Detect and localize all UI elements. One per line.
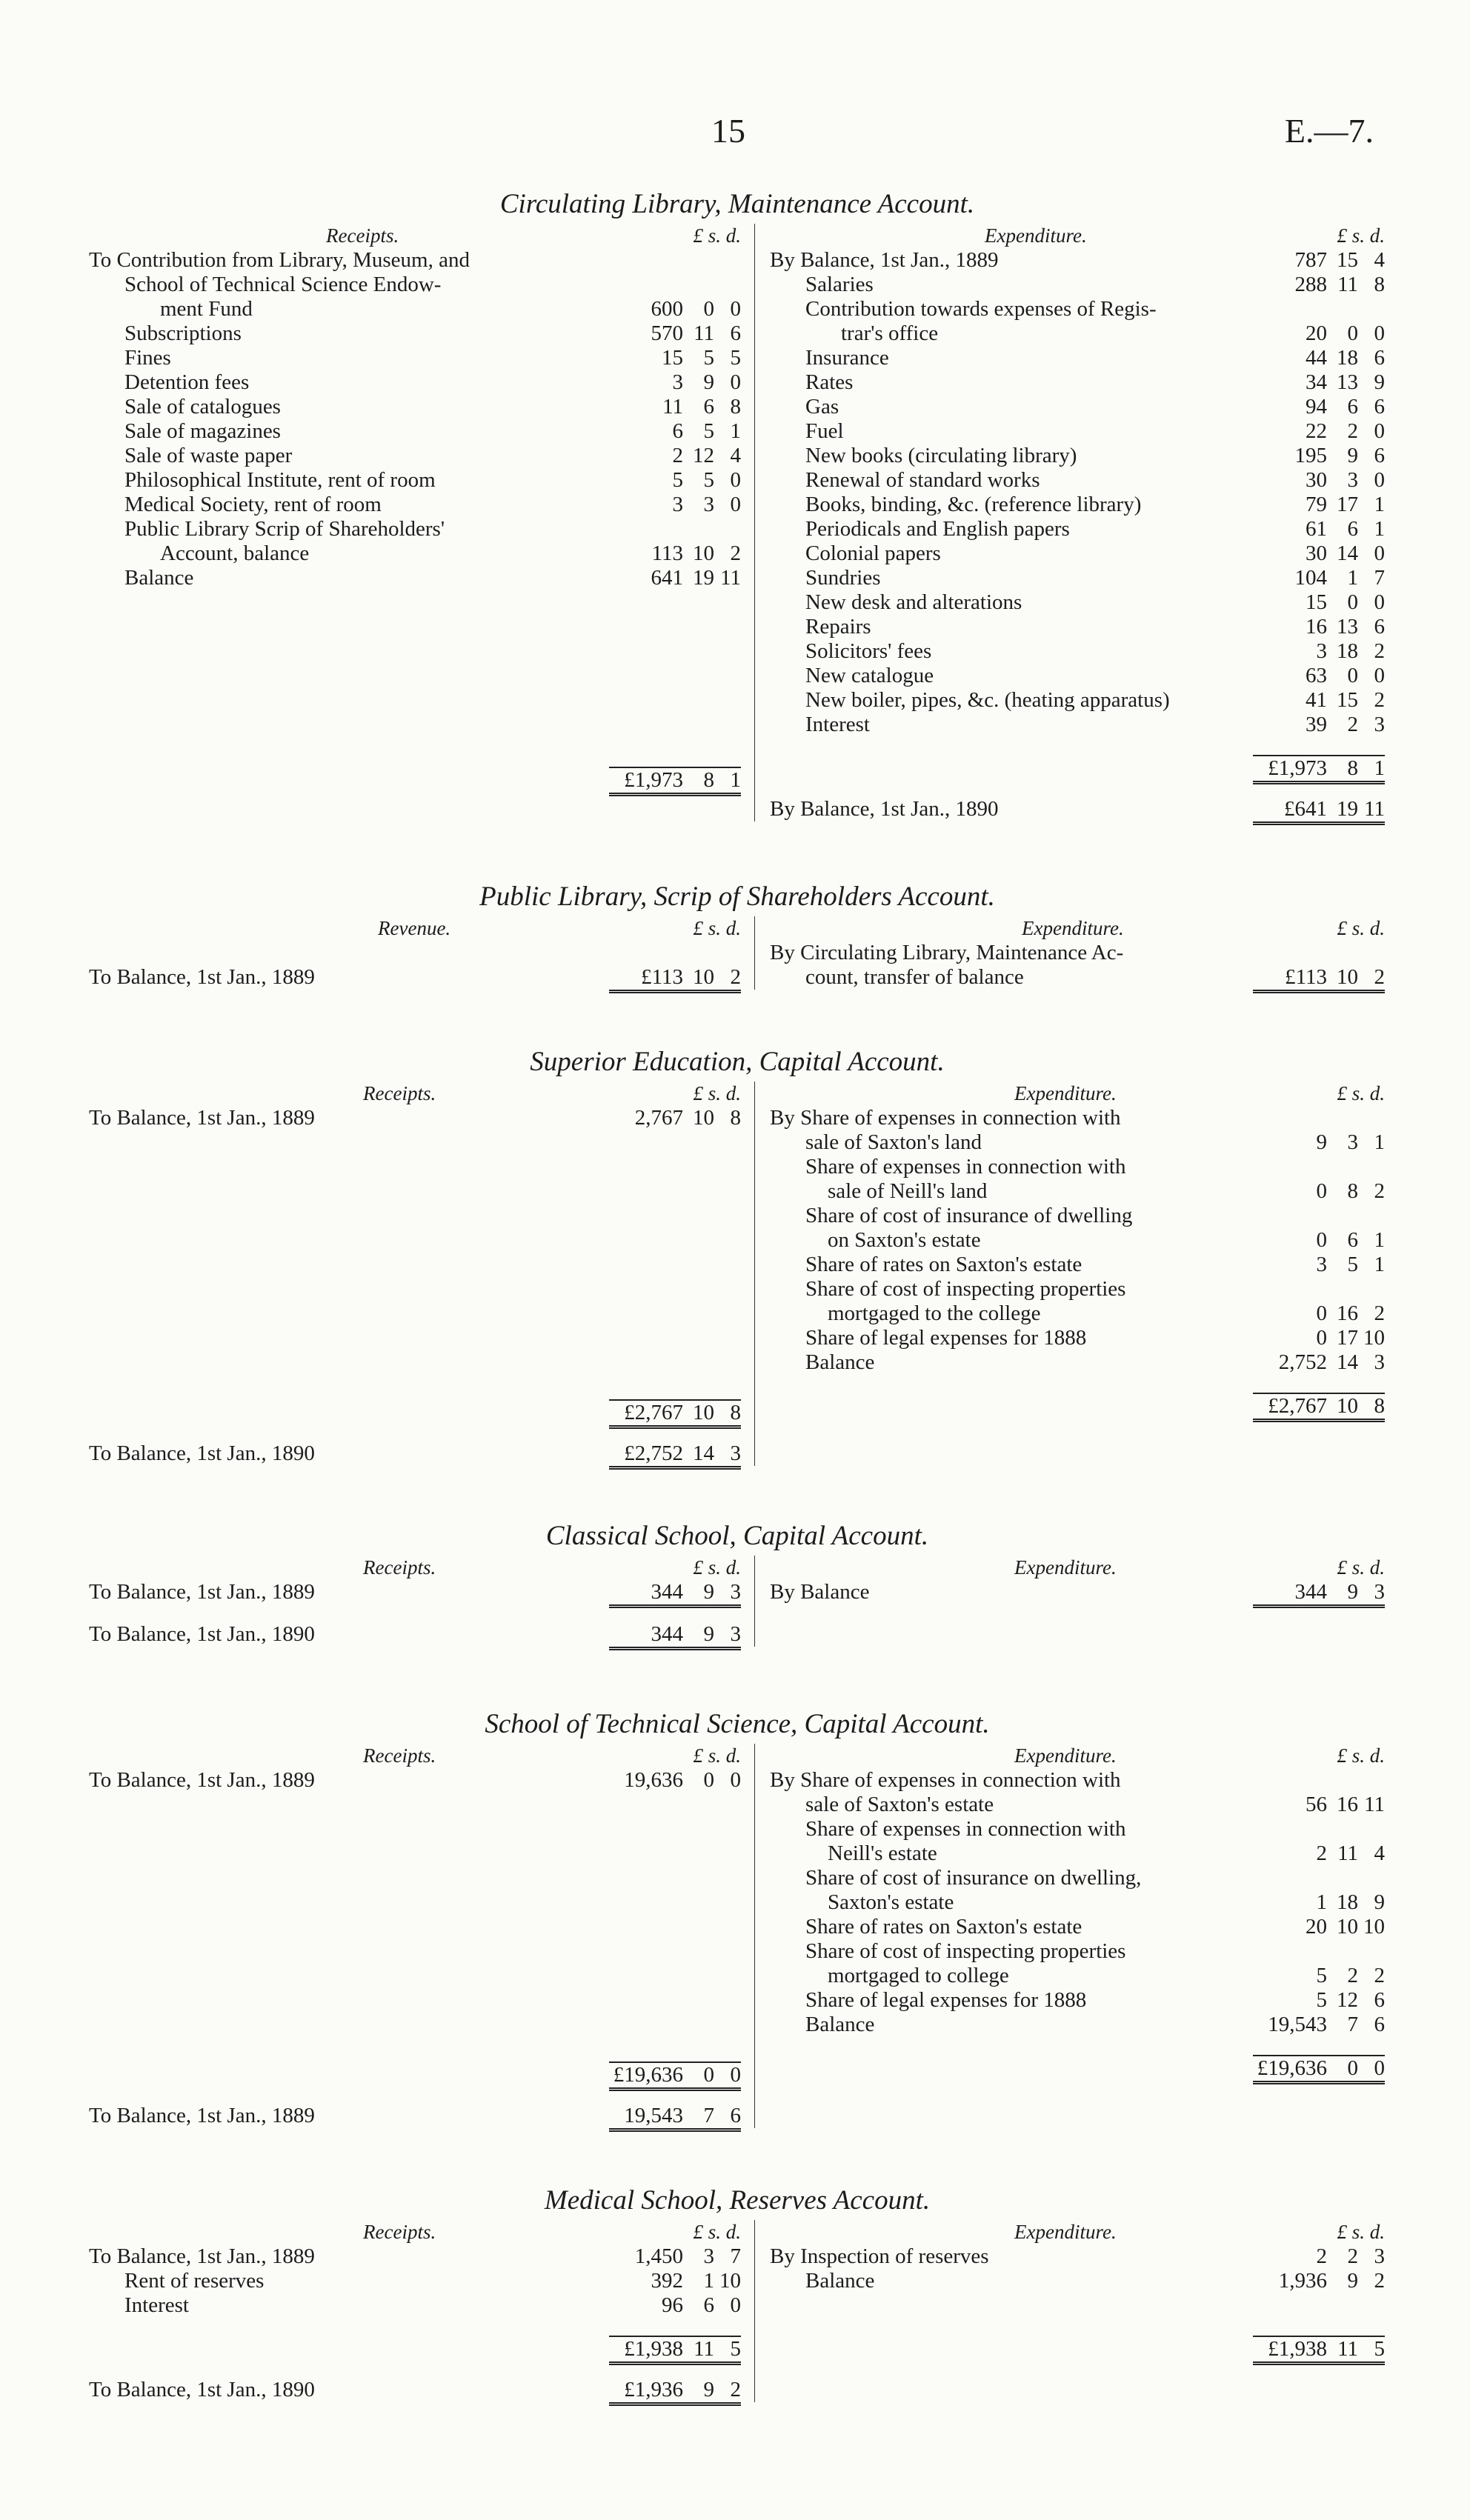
ledger-row: Fuel 22 2 0 <box>805 419 1385 443</box>
receipts-column <box>89 1081 755 1466</box>
ledger-row: By Balance, 1st Jan., 1889 787 15 4 <box>770 248 1385 272</box>
ledger-row: Account, balance 113 10 2 <box>160 541 741 565</box>
ledger-row: sale of Saxton's land 9 3 1 <box>805 1130 1385 1154</box>
section-title: Medical School, Reserves Account. <box>544 2185 931 2216</box>
ledger-row: Detention fees 3 9 0 <box>124 370 741 394</box>
ledger-row: mortgaged to the college 0 16 2 <box>828 1301 1385 1325</box>
section-title: Superior Education, Capital Account. <box>530 1047 945 1077</box>
section-title: Classical School, Capital Account. <box>545 1521 929 1551</box>
ledger-row: Balance 2,752 14 3 <box>805 1350 1385 1374</box>
receipts-column <box>89 224 755 821</box>
ledger-row: count, transfer of balance £113 10 2 <box>770 965 1385 990</box>
ledger-row: Share of cost of insurance on dwelling, <box>805 1866 1142 1890</box>
ledger-row: New desk and alterations 15 0 0 <box>805 590 1385 614</box>
ledger-row <box>89 941 741 965</box>
balance-forward-row: To Balance, 1st Jan., 1890 344 9 3 <box>89 1622 741 1647</box>
ledger-row: Sundries 104 1 7 <box>805 566 1385 590</box>
total-row: £1,938 11 5 <box>770 2336 1385 2360</box>
document-ref: E.—7. <box>1284 112 1374 150</box>
ledger-row: New boiler, pipes, &c. (heating apparatus) 41 15 2 <box>805 688 1385 712</box>
column-header: Expenditure. £ s. d. <box>1014 1082 1385 1104</box>
ledger-row: Balance 641 19 11 <box>124 566 741 590</box>
ledger-row: Share of expenses in connection with <box>805 1155 1126 1179</box>
ledger-row: To Balance, 1st Jan., 1889 1,450 3 7 <box>89 2244 741 2268</box>
ledger-row: To Balance, 1st Jan., 1889 344 9 3 <box>89 1580 741 1604</box>
ledger-row: Balance 1,936 9 2 <box>805 2269 1385 2293</box>
ledger-row: New books (circulating library) 195 9 6 <box>805 444 1385 467</box>
ledger-row: Share of rates on Saxton's estate 3 5 1 <box>805 1253 1385 1276</box>
ledger-row: trar's office 20 0 0 <box>841 321 1385 345</box>
ledger-row: mortgaged to college 5 2 2 <box>828 1964 1385 1987</box>
ledger-row: Rent of reserves 392 1 10 <box>124 2269 741 2293</box>
total-row: £1,973 8 1 <box>770 755 1385 779</box>
scrip-shareholders-account <box>89 878 1386 990</box>
ledger-row: Contribution towards expenses of Regis- <box>805 297 1157 321</box>
ledger-row: Share of legal expenses for 1888 0 17 10 <box>805 1326 1385 1350</box>
ledger-row: By Share of expenses in connection with <box>770 1768 1121 1792</box>
ledger-row: Rates 34 13 9 <box>805 370 1385 394</box>
ledger-row: Share of cost of inspecting properties <box>805 1939 1126 1963</box>
page-number: 15 <box>711 112 745 150</box>
total-row: £1,938 11 5 <box>89 2336 741 2360</box>
receipts-column <box>89 2220 755 2402</box>
balance-forward-row: To Balance, 1st Jan., 1890 £2,752 14 3 <box>89 1441 741 1466</box>
column-header: Expenditure. £ s. d. <box>1022 917 1385 939</box>
ledger-row: Interest 96 6 0 <box>124 2293 741 2317</box>
ledger-row: Sale of magazines 6 5 1 <box>124 419 741 443</box>
ledger-row: Books, binding, &c. (reference library) 79 17 1 <box>805 493 1385 516</box>
section-title: School of Technical Science, Capital Account. <box>485 1709 990 1739</box>
total-row: £19,636 0 0 <box>770 2055 1385 2079</box>
ledger-row: Subscriptions 570 11 6 <box>124 321 741 345</box>
ledger-row: sale of Saxton's estate 56 16 11 <box>805 1793 1385 1816</box>
receipts-column <box>89 1556 755 1647</box>
ledger-row: Neill's estate 2 11 4 <box>828 1841 1385 1865</box>
balance-forward-row: To Balance, 1st Jan., 1890 £1,936 9 2 <box>89 2378 741 2402</box>
ledger-row: Fines 15 5 5 <box>124 346 741 370</box>
column-header: Receipts. £ s. d. <box>363 2221 741 2243</box>
section-title: Circulating Library, Maintenance Account. <box>499 189 975 219</box>
ledger-row: By Share of expenses in connection with <box>770 1106 1121 1130</box>
expenditure-column <box>755 1556 1385 1647</box>
ledger-row: sale of Neill's land 0 8 2 <box>828 1179 1385 1203</box>
ledger-row: Salaries 288 11 8 <box>805 273 1385 296</box>
total-row: £2,767 10 8 <box>89 1399 741 1424</box>
column-header: Receipts. £ s. d. <box>326 224 741 247</box>
ledger-row: Gas 94 6 6 <box>805 395 1385 419</box>
ledger-row: To Balance, 1st Jan., 1889 19,636 0 0 <box>89 1768 741 1792</box>
ledger-row: Solicitors' fees 3 18 2 <box>805 639 1385 663</box>
column-header: Expenditure. £ s. d. <box>985 224 1385 247</box>
total-row: £2,767 10 8 <box>770 1393 1385 1417</box>
receipts-column <box>89 1744 755 2128</box>
total-row: £19,636 0 0 <box>89 2061 741 2086</box>
ledger-row: on Saxton's estate 0 6 1 <box>828 1228 1385 1252</box>
balance-forward-row: To Balance, 1st Jan., 1889 19,543 7 6 <box>89 2104 741 2128</box>
classical-school-account <box>89 1517 1386 1647</box>
expenditure-column <box>755 1744 1385 2128</box>
ledger-row: To Balance, 1st Jan., 1889 2,767 10 8 <box>89 1106 741 1130</box>
ledger-row: Renewal of standard works 30 3 0 <box>805 468 1385 492</box>
ledger-row: Share of rates on Saxton's estate 20 10 10 <box>805 1915 1385 1939</box>
ledger-row: ment Fund 600 0 0 <box>160 297 741 321</box>
ledger-row: By Circulating Library, Maintenance Ac- <box>770 941 1124 964</box>
ledger-row: School of Technical Science Endow- <box>124 273 442 296</box>
revenue-column <box>89 916 755 990</box>
superior-education-account <box>89 1043 1386 1466</box>
ledger-row: To Balance, 1st Jan., 1889 £113 10 2 <box>89 965 741 990</box>
column-header: Revenue. £ s. d. <box>378 917 741 939</box>
column-header: Receipts. £ s. d. <box>363 1556 741 1579</box>
column-header: Receipts. £ s. d. <box>363 1082 741 1104</box>
ledger-row: Share of cost of inspecting properties <box>805 1277 1126 1301</box>
ledger-row: Share of legal expenses for 1888 5 12 6 <box>805 1988 1385 2012</box>
column-header: Expenditure. £ s. d. <box>1014 1556 1385 1579</box>
ledger-row: Philosophical Institute, rent of room 5 5 0 <box>124 468 741 492</box>
ledger-row: To Contribution from Library, Museum, and <box>89 248 470 272</box>
ledger-row: Insurance 44 18 6 <box>805 346 1385 370</box>
ledger-row: Share of cost of insurance of dwelling <box>805 1204 1133 1227</box>
balance-forward-row: By Balance, 1st Jan., 1890 £641 19 11 <box>770 797 1385 821</box>
column-header: Expenditure. £ s. d. <box>1014 2221 1385 2243</box>
total-row: £1,973 8 1 <box>89 767 741 791</box>
medical-school-account <box>89 2181 1386 2402</box>
ledger-row: Medical Society, rent of room 3 3 0 <box>124 493 741 516</box>
ledger-row: Colonial papers 30 14 0 <box>805 541 1385 565</box>
ledger-row: Public Library Scrip of Shareholders' <box>124 517 445 541</box>
section-title: Public Library, Scrip of Shareholders Account. <box>479 881 995 912</box>
ledger-row: Balance 19,543 7 6 <box>805 2013 1385 2036</box>
ledger-row: Repairs 16 13 6 <box>805 615 1385 639</box>
expenditure-column <box>755 2220 1385 2402</box>
ledger-row: Periodicals and English papers 61 6 1 <box>805 517 1385 541</box>
ledger-row: Saxton's estate 1 18 9 <box>828 1890 1385 1914</box>
ledger-row: Share of expenses in connection with <box>805 1817 1126 1841</box>
ledger-row: Sale of catalogues 11 6 8 <box>124 395 741 419</box>
column-header: Expenditure. £ s. d. <box>1014 1744 1385 1767</box>
expenditure-column <box>755 916 1385 990</box>
ledger-row: Sale of waste paper 2 12 4 <box>124 444 741 467</box>
ledger-row: Interest 39 2 3 <box>805 713 1385 736</box>
expenditure-column <box>755 1081 1385 1466</box>
ledger-row: New catalogue 63 0 0 <box>805 664 1385 687</box>
circulating-library-account <box>89 185 1386 821</box>
ledger-row: By Balance 344 9 3 <box>770 1580 1385 1604</box>
ledger-row: By Inspection of reserves 2 2 3 <box>770 2244 1385 2268</box>
column-header: Receipts. £ s. d. <box>363 1744 741 1767</box>
technical-science-account <box>89 1705 1386 2128</box>
expenditure-column <box>755 224 1385 821</box>
